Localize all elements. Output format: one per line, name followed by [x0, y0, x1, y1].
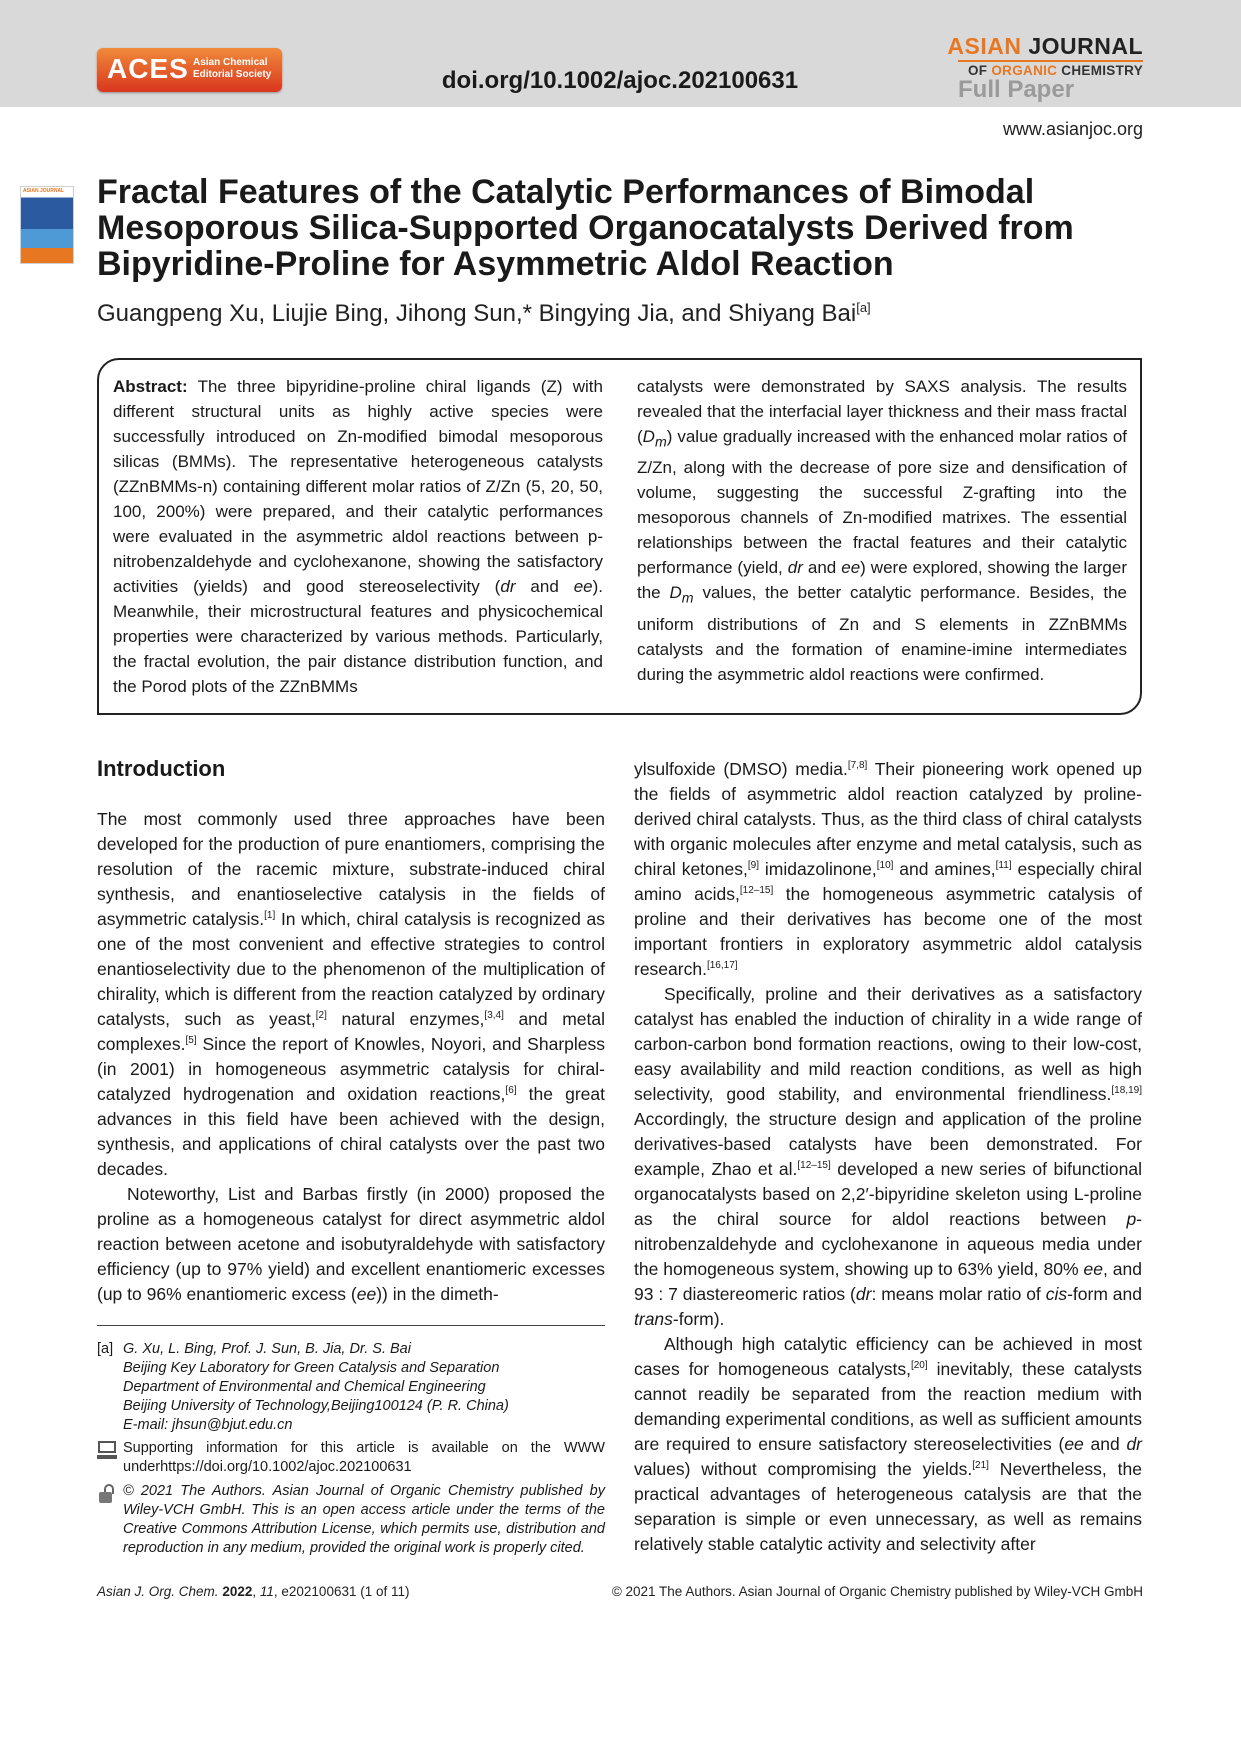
- paragraph-text: values) without compromising the yields.: [634, 1459, 973, 1479]
- paragraph-text: natural enzymes,: [326, 1009, 485, 1029]
- footer-year: 2022: [222, 1584, 253, 1599]
- abstract-text: The three bipyridine-proline chiral ligands (Z) with different structural units as highly active species were successfully introduced on Zn-modified bimodal mesoporous silicas (BMMs). The representative heterogeneous catalysts (ZZnBMMs-n) containing different molar ratios of Z/Zn (5, 20, 50, 100, 200%) were prepared, and their catalytic performances were evaluated in the asymmetric aldol reactions between p-nitrobenzaldehyde and cyclohexanone, showing the satisfactory activities (yields) and good stereoselectivity (: [113, 377, 603, 596]
- journal-of: OF: [967, 63, 988, 78]
- paragraph-text: Their pioneering work opened up the fields of asymmetric aldol reaction catalyzed by proline-derived chiral catalysts. Thus, as the third class of chiral catalysts with organic molecules after enzyme and metal catalysis, such as chiral ketones,: [634, 759, 1142, 879]
- abstract-italic-dr: dr: [787, 558, 803, 578]
- paragraph-text: especially chiral amino acids,: [634, 859, 1143, 904]
- citation-ref[interactable]: [1]: [264, 910, 276, 922]
- citation-ref[interactable]: [2]: [315, 1010, 327, 1022]
- italic-ee: ee: [356, 1284, 377, 1304]
- body-left-column: [97, 807, 605, 1307]
- journal-logo-rule: [958, 60, 1143, 62]
- intro-paragraph-1: [97, 807, 605, 1182]
- abstract-text: and: [802, 558, 842, 578]
- affiliation-line: G. Xu, L. Bing, Prof. J. Sun, B. Jia, Dr. S. Bai: [123, 1341, 411, 1357]
- computer-icon: [97, 1441, 117, 1459]
- section-heading-introduction: Introduction: [97, 756, 226, 781]
- abstract-italic-dm: D: [642, 427, 655, 446]
- abstract-italic-ee: ee: [841, 558, 861, 578]
- paragraph-text: : means molar ratio of: [871, 1284, 1046, 1304]
- article-title: Fractal Features of the Catalytic Performances of Bimodal Mesoporous Silica-Supported Organocatalysts Derived from Bipyridine-Proline for Asymmetric Aldol Reaction: [97, 173, 1074, 283]
- citation-ref[interactable]: [5]: [185, 1035, 197, 1047]
- footer-volume: 11: [259, 1584, 274, 1599]
- affiliation-line: Beijing Key Laboratory for Green Catalysis and Separation: [123, 1360, 500, 1376]
- citation-ref[interactable]: [9]: [747, 860, 759, 872]
- paragraph-text: and metal complexes.: [97, 1009, 606, 1054]
- abstract-text: values, the better catalytic performance. Besides, the uniform distributions of Zn and S elements in ZZnBMMs catalysts and the formation of enamine-imine intermediates during the asymmetric aldol reactions were confirmed.: [637, 583, 1127, 684]
- journal-asian: ASIAN: [947, 33, 1022, 59]
- journal-website-link[interactable]: www.asianjoc.org: [1002, 119, 1143, 139]
- paragraph-text: developed a new series of bifunctional organocatalysts based on 2,2′-bipyridine skeleton using L-proline as the chiral source for aldol reactions between: [634, 1159, 1142, 1229]
- paragraph-text: Specifically, proline and their derivatives as a satisfactory catalyst has enabled the induction of chirality in a wide range of carbon-carbon bond formation reactions, owing to their low-cost, easy availability and mild reaction conditions, as well as high selectivity, good stability, and environmental friendliness.: [634, 984, 1142, 1104]
- open-access-lock-icon: [97, 1484, 117, 1502]
- affiliation-email[interactable]: E-mail: jhsun@bjut.edu.cn: [123, 1417, 293, 1433]
- cover-thumbnail-text: ASIAN JOURNAL: [23, 188, 65, 194]
- paragraph-text: )) in the dimeth-: [376, 1284, 499, 1304]
- italic-trans: trans: [634, 1309, 673, 1329]
- italic-cis: cis: [1045, 1284, 1068, 1304]
- authors-text: Guangpeng Xu, Liujie Bing, Jihong Sun,* Bingying Jia, and Shiyang Bai: [97, 300, 857, 327]
- doi-link[interactable]: doi.org/10.1002/ajoc.202100631: [441, 67, 799, 94]
- italic-p: p: [1126, 1209, 1137, 1229]
- paragraph-text: , and 93 : 7 diastereomeric ratios (: [634, 1259, 1142, 1304]
- abstract-dm-subscript: m: [654, 434, 667, 451]
- supporting-info-text[interactable]: Supporting information for this article is available on the WWW underhttps://doi.org/10.1002/ajoc.202100631: [123, 1440, 605, 1475]
- paragraph-text: Nevertheless, the practical advantages of heterogeneous catalysis are that the separation is simple or even unnecessary, as well as remains relatively stable catalytic activity and selectivity after: [634, 1459, 1142, 1554]
- paragraph-text: imidazolinone,: [758, 859, 877, 879]
- abstract-left-column: [113, 374, 603, 699]
- author-list: [97, 300, 871, 328]
- footnote-affiliation-mark: [a]: [97, 1341, 114, 1357]
- citation-ref[interactable]: [18,19]: [1111, 1085, 1142, 1097]
- citation-ref[interactable]: [12–15]: [797, 1160, 831, 1172]
- abstract-text: catalysts were demonstrated by SAXS analysis. The results revealed that the interfacial layer thickness and their mass fractal (: [637, 377, 1127, 446]
- paragraph-text: Although high catalytic efficiency can be achieved in most cases for homogeneous catalysts,: [634, 1334, 1142, 1379]
- footnote-divider: [97, 1325, 605, 1326]
- abstract-italic-dr: dr: [500, 577, 516, 596]
- aces-logo[interactable]: [97, 48, 282, 92]
- abstract-dm-subscript: m: [681, 590, 694, 607]
- paragraph-text: Noteworthy, List and Barbas firstly (in 2000) proposed the proline as a homogeneous catalyst for direct asymmetric aldol reaction between acetone and isobutyraldehyde with satisfactory efficiency (up to 97% yield) and excellent enantiomeric excesses (up to 96% enantiomeric excess (: [97, 1184, 605, 1304]
- affiliation-line: Department of Environmental and Chemical Engineering: [123, 1379, 486, 1395]
- abstract-text: ) value gradually increased with the enhanced molar ratios of Z/Zn, along with the decrease of pore size and densification of volume, suggesting the successful Z-grafting into the mesoporous channels of Zn-modified matrixes. The essential relationships between the fractal features and their catalytic performance (yield,: [637, 427, 1127, 578]
- journal-cover-thumbnail: [20, 186, 74, 264]
- license-text: © 2021 The Authors. Asian Journal of Organic Chemistry published by Wiley-VCH GmbH. This is an open access article under the terms of the Creative Commons Attribution License, which permits use, distribution and reproduction in any medium, provided the original work is properly cited.: [123, 1483, 605, 1556]
- page-footer-citation: Asian J. Org. Chem. 2022, 11, e202100631 (1 of 11): [97, 1584, 410, 1599]
- abstract-text: and: [515, 577, 574, 596]
- paragraph-text: The most commonly used three approaches have been developed for the production of pure enantiomers, comprising the resolution of the racemic mixture, substrate-induced chiral synthesis, and enantioselective catalysis in the fields of asymmetric catalysis.: [97, 809, 605, 929]
- paragraph-text: the homogeneous asymmetric catalysis of proline and their derivatives has become one of the most important frontiers in exploratory asymmetric aldol catalysis research.: [634, 884, 1142, 979]
- italic-ee: ee: [1083, 1259, 1103, 1279]
- italic-ee: ee: [1064, 1434, 1084, 1454]
- intro-paragraph-3: [634, 757, 1142, 982]
- paragraph-text: the great advances in this field have been achieved with the design, synthesis, and applications of chiral catalysts over the past two decades.: [97, 1084, 605, 1179]
- journal-logo-title: [947, 33, 1143, 60]
- affiliation-lines: [123, 1340, 605, 1435]
- journal-word: JOURNAL: [1028, 33, 1143, 59]
- aces-logo-text: ACES: [107, 53, 189, 84]
- aces-logo-subtitle-1: Asian Chemical: [193, 57, 268, 68]
- abstract-right-column: [637, 374, 1127, 687]
- page-footer-copyright: © 2021 The Authors. Asian Journal of Organic Chemistry published by Wiley-VCH GmbH: [611, 1584, 1143, 1599]
- journal-organic: ORGANIC: [991, 63, 1058, 78]
- paragraph-text: In which, chiral catalysis is recognized as one of the most convenient and effective strategies to control enantioselectivity due to the phenomenon of the multiplication of chirality, which is different from the reaction catalyzed by ordinary catalysts, such as yeast,: [97, 909, 606, 1029]
- footer-journal-abbr: Asian J. Org. Chem.: [97, 1584, 219, 1599]
- footnote-supporting-info: [97, 1439, 605, 1477]
- italic-dr: dr: [1126, 1434, 1142, 1454]
- abstract-label: Abstract:: [113, 377, 188, 396]
- italic-dr: dr: [855, 1284, 872, 1304]
- paragraph-text: ylsulfoxide (DMSO) media.: [634, 759, 848, 779]
- paragraph-text: and amines,: [893, 859, 996, 879]
- intro-paragraph-2: [97, 1182, 605, 1307]
- footer-article-id: , e202100631 (1 of 11): [273, 1584, 410, 1599]
- abstract-text: ). Meanwhile, their microstructural features and physicochemical properties were characterized by various methods. Particularly, the fractal evolution, the pair distance distribution function, and the Porod plots of the ZZnBMMs: [113, 577, 603, 696]
- body-right-column: [634, 757, 1142, 1557]
- citation-ref[interactable]: [21]: [972, 1460, 989, 1472]
- citation-ref[interactable]: [6]: [505, 1085, 517, 1097]
- citation-ref[interactable]: [20]: [910, 1360, 928, 1372]
- paragraph-text: -form and: [1067, 1284, 1142, 1304]
- paragraph-text: -form).: [672, 1309, 725, 1329]
- author-affiliation-mark: [a]: [856, 300, 871, 315]
- citation-ref[interactable]: [3,4]: [484, 1010, 504, 1022]
- citation-ref[interactable]: [12–15]: [739, 885, 774, 897]
- article-type: Full Paper: [958, 76, 1075, 103]
- abstract-italic-ee: ee: [573, 577, 593, 596]
- footnote-affiliation: [97, 1340, 605, 1435]
- paragraph-text: and: [1083, 1434, 1127, 1454]
- paragraph-text: -nitrobenzaldehyde and cyclohexanone in aqueous media under the homogeneous system, showing up to 63% yield, 80%: [634, 1209, 1142, 1279]
- abstract-italic-dm: D: [669, 583, 682, 603]
- intro-paragraph-4: [634, 982, 1142, 1332]
- citation-ref[interactable]: [7,8]: [847, 760, 868, 772]
- abstract-text: ) were explored, showing the larger the: [637, 558, 1128, 603]
- journal-chemistry: CHEMISTRY: [1061, 63, 1143, 78]
- footnote-license: [97, 1482, 605, 1558]
- paragraph-text: inevitably, these catalysts cannot readily be separated from the reaction medium with demanding experimental conditions, as well as sufficient amounts are required to ensure satisfactory stereoselectivities (: [634, 1359, 1142, 1454]
- affiliation-line: Beijing University of Technology,Beijing100124 (P. R. China): [123, 1398, 509, 1414]
- citation-ref[interactable]: [11]: [995, 860, 1012, 872]
- paragraph-text: Since the report of Knowles, Noyori, and Sharpless (in 2001) in homogeneous asymmetric catalysis for chiral-catalyzed hydrogenation and oxidation reactions,: [97, 1034, 605, 1104]
- paragraph-text: Accordingly, the structure design and application of the proline derivatives-based catalysts have been demonstrated. For example, Zhao et al.: [634, 1109, 1142, 1179]
- aces-logo-subtitle-2: Editorial Society: [193, 69, 272, 80]
- citation-ref[interactable]: [16,17]: [706, 960, 738, 972]
- intro-paragraph-5: [634, 1332, 1142, 1557]
- citation-ref[interactable]: [10]: [876, 860, 894, 872]
